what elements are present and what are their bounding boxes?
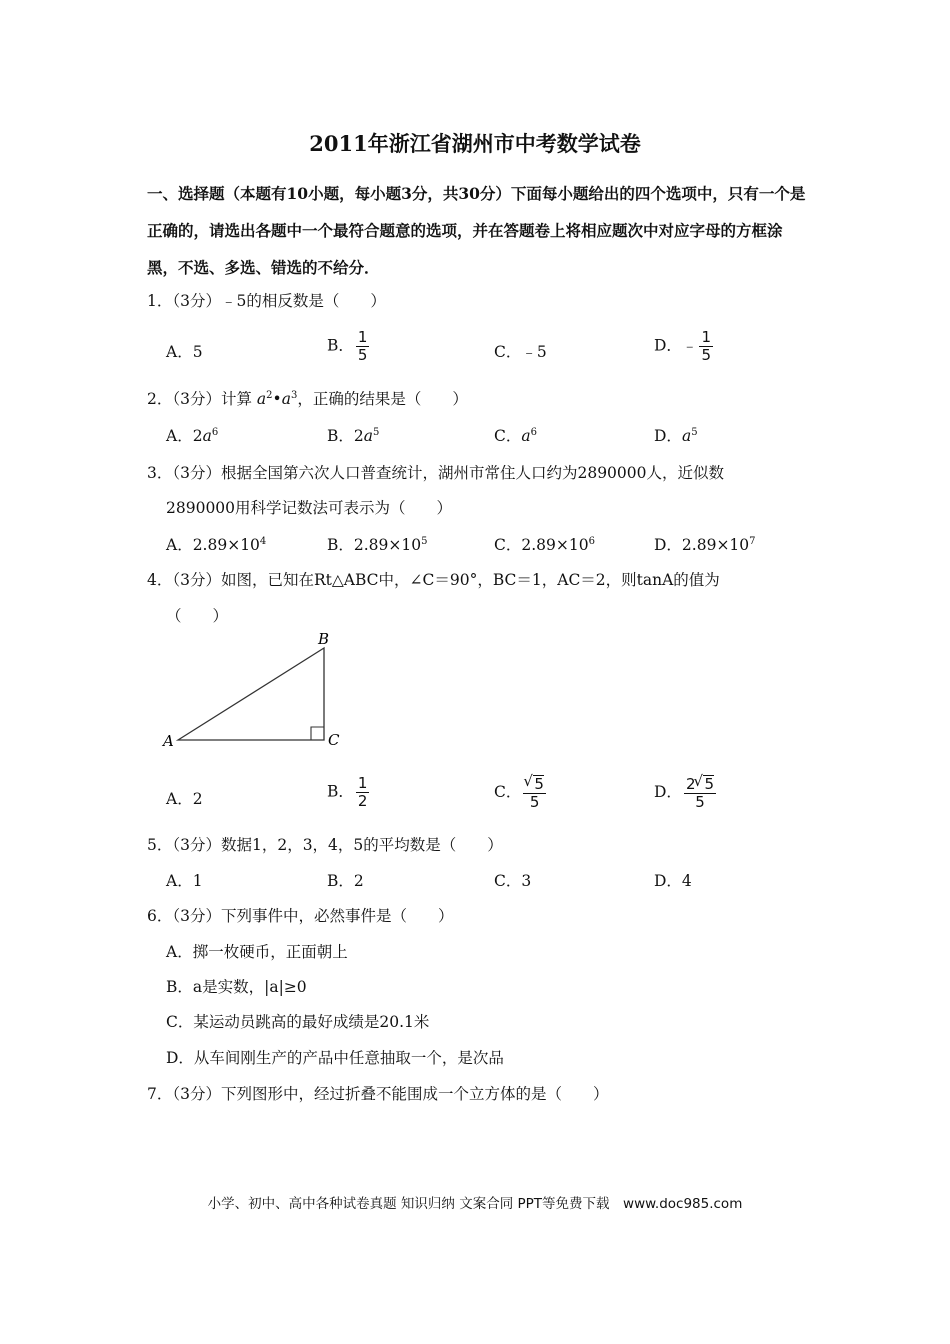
fraction-denominator: 2 bbox=[357, 792, 368, 810]
option-exp: 7 bbox=[749, 535, 756, 547]
option-text: B．2.89×10 bbox=[327, 536, 422, 554]
section-instructions: 一、选择题（本题有10小题，每小题3分，共30分）下面每小题给出的四个选项中，只有一个是正确的，请选出各题中一个最符合题意的选项，并在答题卷上将相应题次中对应字母的方框涂黑，不选、多选、错选的不给分． bbox=[147, 184, 806, 277]
q4-option-b-label: B． bbox=[327, 782, 354, 801]
vertex-label-b: B bbox=[318, 630, 330, 648]
q4-option-d bbox=[654, 775, 716, 811]
option-exp: 6 bbox=[211, 426, 219, 438]
option-var: a bbox=[681, 427, 692, 445]
q5-option-c: C．3 bbox=[494, 872, 532, 890]
q4-option-b bbox=[327, 775, 369, 810]
q2-exp: 3 bbox=[290, 389, 298, 401]
q4-option-d-label: D． bbox=[654, 783, 682, 801]
question-2-stem bbox=[147, 387, 468, 409]
option-text: D．2.89×10 bbox=[654, 536, 750, 554]
question-3-stem-line1: 3．（3分）根据全国第六次人口普查统计，湖州市常住人口约为2890000人，近似数 bbox=[147, 464, 725, 482]
vertex-label-a: A bbox=[163, 732, 174, 750]
option-text: B．2 bbox=[327, 427, 364, 445]
q3-option-d bbox=[654, 533, 756, 555]
option-text: A．2 bbox=[166, 427, 203, 445]
q1-option-b-fraction bbox=[356, 329, 370, 364]
option-exp: 4 bbox=[259, 535, 267, 547]
right-angle-mark bbox=[311, 727, 324, 740]
q2-option-b bbox=[327, 424, 379, 446]
page-footer: 小学、初中、高中各种试卷真题 知识归纳 文案合同 PPT等免费下载 www.doc985.com bbox=[207, 1196, 743, 1212]
q2-var: a bbox=[256, 390, 267, 408]
q2-stem-text: 2．（3分）计算 bbox=[147, 390, 257, 408]
q6-option-b: B．a是实数，|a|≥0 bbox=[166, 978, 307, 996]
radical: √ 5 bbox=[703, 775, 714, 793]
q1-option-d-sign: ﹣ bbox=[681, 336, 698, 355]
question-1-stem: 1．（3分）﹣5的相反数是（ ） bbox=[147, 292, 386, 310]
coefficient: 2 bbox=[685, 775, 696, 793]
q4-option-d-fraction bbox=[684, 775, 716, 811]
fraction-denominator: 5 bbox=[529, 793, 540, 811]
question-5-stem: 5．（3分）数据1，2，3，4，5的平均数是（ ） bbox=[147, 836, 503, 854]
q4-option-b-fraction bbox=[356, 775, 370, 810]
fraction-numerator bbox=[684, 775, 716, 794]
q1-option-d-fraction bbox=[699, 329, 713, 364]
question-4-stem-line1: 4．（3分）如图，已知在Rt△ABC中，∠C＝90°，BC＝1，AC＝2，则tanA的值为 bbox=[147, 571, 720, 589]
q5-option-b: B．2 bbox=[327, 872, 364, 890]
fraction-denominator: 5 bbox=[701, 346, 711, 364]
fraction-denominator: 5 bbox=[357, 346, 368, 364]
q4-option-a: A．2 bbox=[166, 790, 203, 808]
option-text: D． bbox=[654, 427, 682, 445]
q2-stem-text: ，正确的结果是（ ） bbox=[297, 390, 468, 408]
q1-option-d-label: D． bbox=[654, 336, 682, 355]
right-triangle-figure bbox=[160, 628, 350, 753]
option-var: a bbox=[521, 427, 531, 445]
q1-option-a: A．5 bbox=[166, 343, 203, 361]
page-title: 2011年浙江省湖州市中考数学试卷 bbox=[309, 131, 641, 156]
option-text: C．2.89×10 bbox=[494, 536, 589, 554]
option-exp: 6 bbox=[588, 535, 595, 547]
q3-option-a bbox=[166, 533, 266, 555]
option-var: a bbox=[363, 427, 374, 445]
option-exp: 5 bbox=[691, 426, 698, 438]
option-text: C． bbox=[494, 427, 522, 445]
q3-option-c bbox=[494, 533, 595, 555]
q1-option-d bbox=[654, 329, 713, 364]
q5-option-d: D．4 bbox=[654, 872, 692, 890]
fraction-numerator: 1 bbox=[357, 774, 368, 792]
q2-option-a bbox=[166, 424, 218, 446]
q4-option-c-fraction bbox=[523, 775, 546, 811]
option-exp: 5 bbox=[373, 426, 380, 438]
question-6-stem: 6．（3分）下列事件中，必然事件是（ ） bbox=[147, 907, 454, 925]
question-4-stem-line2: （ ） bbox=[166, 607, 229, 625]
fraction-numerator: 1 bbox=[357, 328, 368, 346]
q1-option-b-label: B． bbox=[327, 336, 354, 355]
option-text: A．2.89×10 bbox=[166, 536, 260, 554]
q2-var: a bbox=[281, 390, 291, 408]
q2-dot: • bbox=[272, 390, 282, 408]
q6-option-d: D．从车间刚生产的产品中任意抽取一个，是次品 bbox=[166, 1049, 504, 1067]
q2-exp: 2 bbox=[266, 389, 273, 401]
vertex-label-c: C bbox=[328, 731, 340, 749]
q2-option-d bbox=[654, 424, 698, 446]
question-7-stem: 7．（3分）下列图形中，经过折叠不能围成一个立方体的是（ ） bbox=[147, 1085, 609, 1103]
q6-option-c: C．某运动员跳高的最好成绩是20.1米 bbox=[166, 1013, 430, 1031]
radical: √ 5 bbox=[533, 775, 544, 793]
q1-option-b bbox=[327, 329, 369, 364]
q6-option-a: A．掷一枚硬币，正面朝上 bbox=[166, 943, 348, 961]
option-exp: 5 bbox=[421, 535, 428, 547]
option-var: a bbox=[202, 427, 212, 445]
q4-option-c bbox=[494, 775, 546, 811]
fraction-numerator bbox=[523, 775, 546, 794]
triangle-shape bbox=[178, 648, 324, 740]
q2-option-c bbox=[494, 424, 537, 446]
fraction-denominator: 5 bbox=[695, 793, 705, 811]
fraction-numerator: 1 bbox=[701, 328, 711, 346]
q1-option-c: C．﹣5 bbox=[494, 343, 547, 361]
option-exp: 6 bbox=[530, 426, 537, 438]
question-3-stem-line2: 2890000用科学记数法可表示为（ ） bbox=[166, 499, 453, 517]
q3-option-b bbox=[327, 533, 428, 555]
q5-option-a: A．1 bbox=[166, 872, 203, 890]
q4-option-c-label: C． bbox=[494, 783, 522, 801]
